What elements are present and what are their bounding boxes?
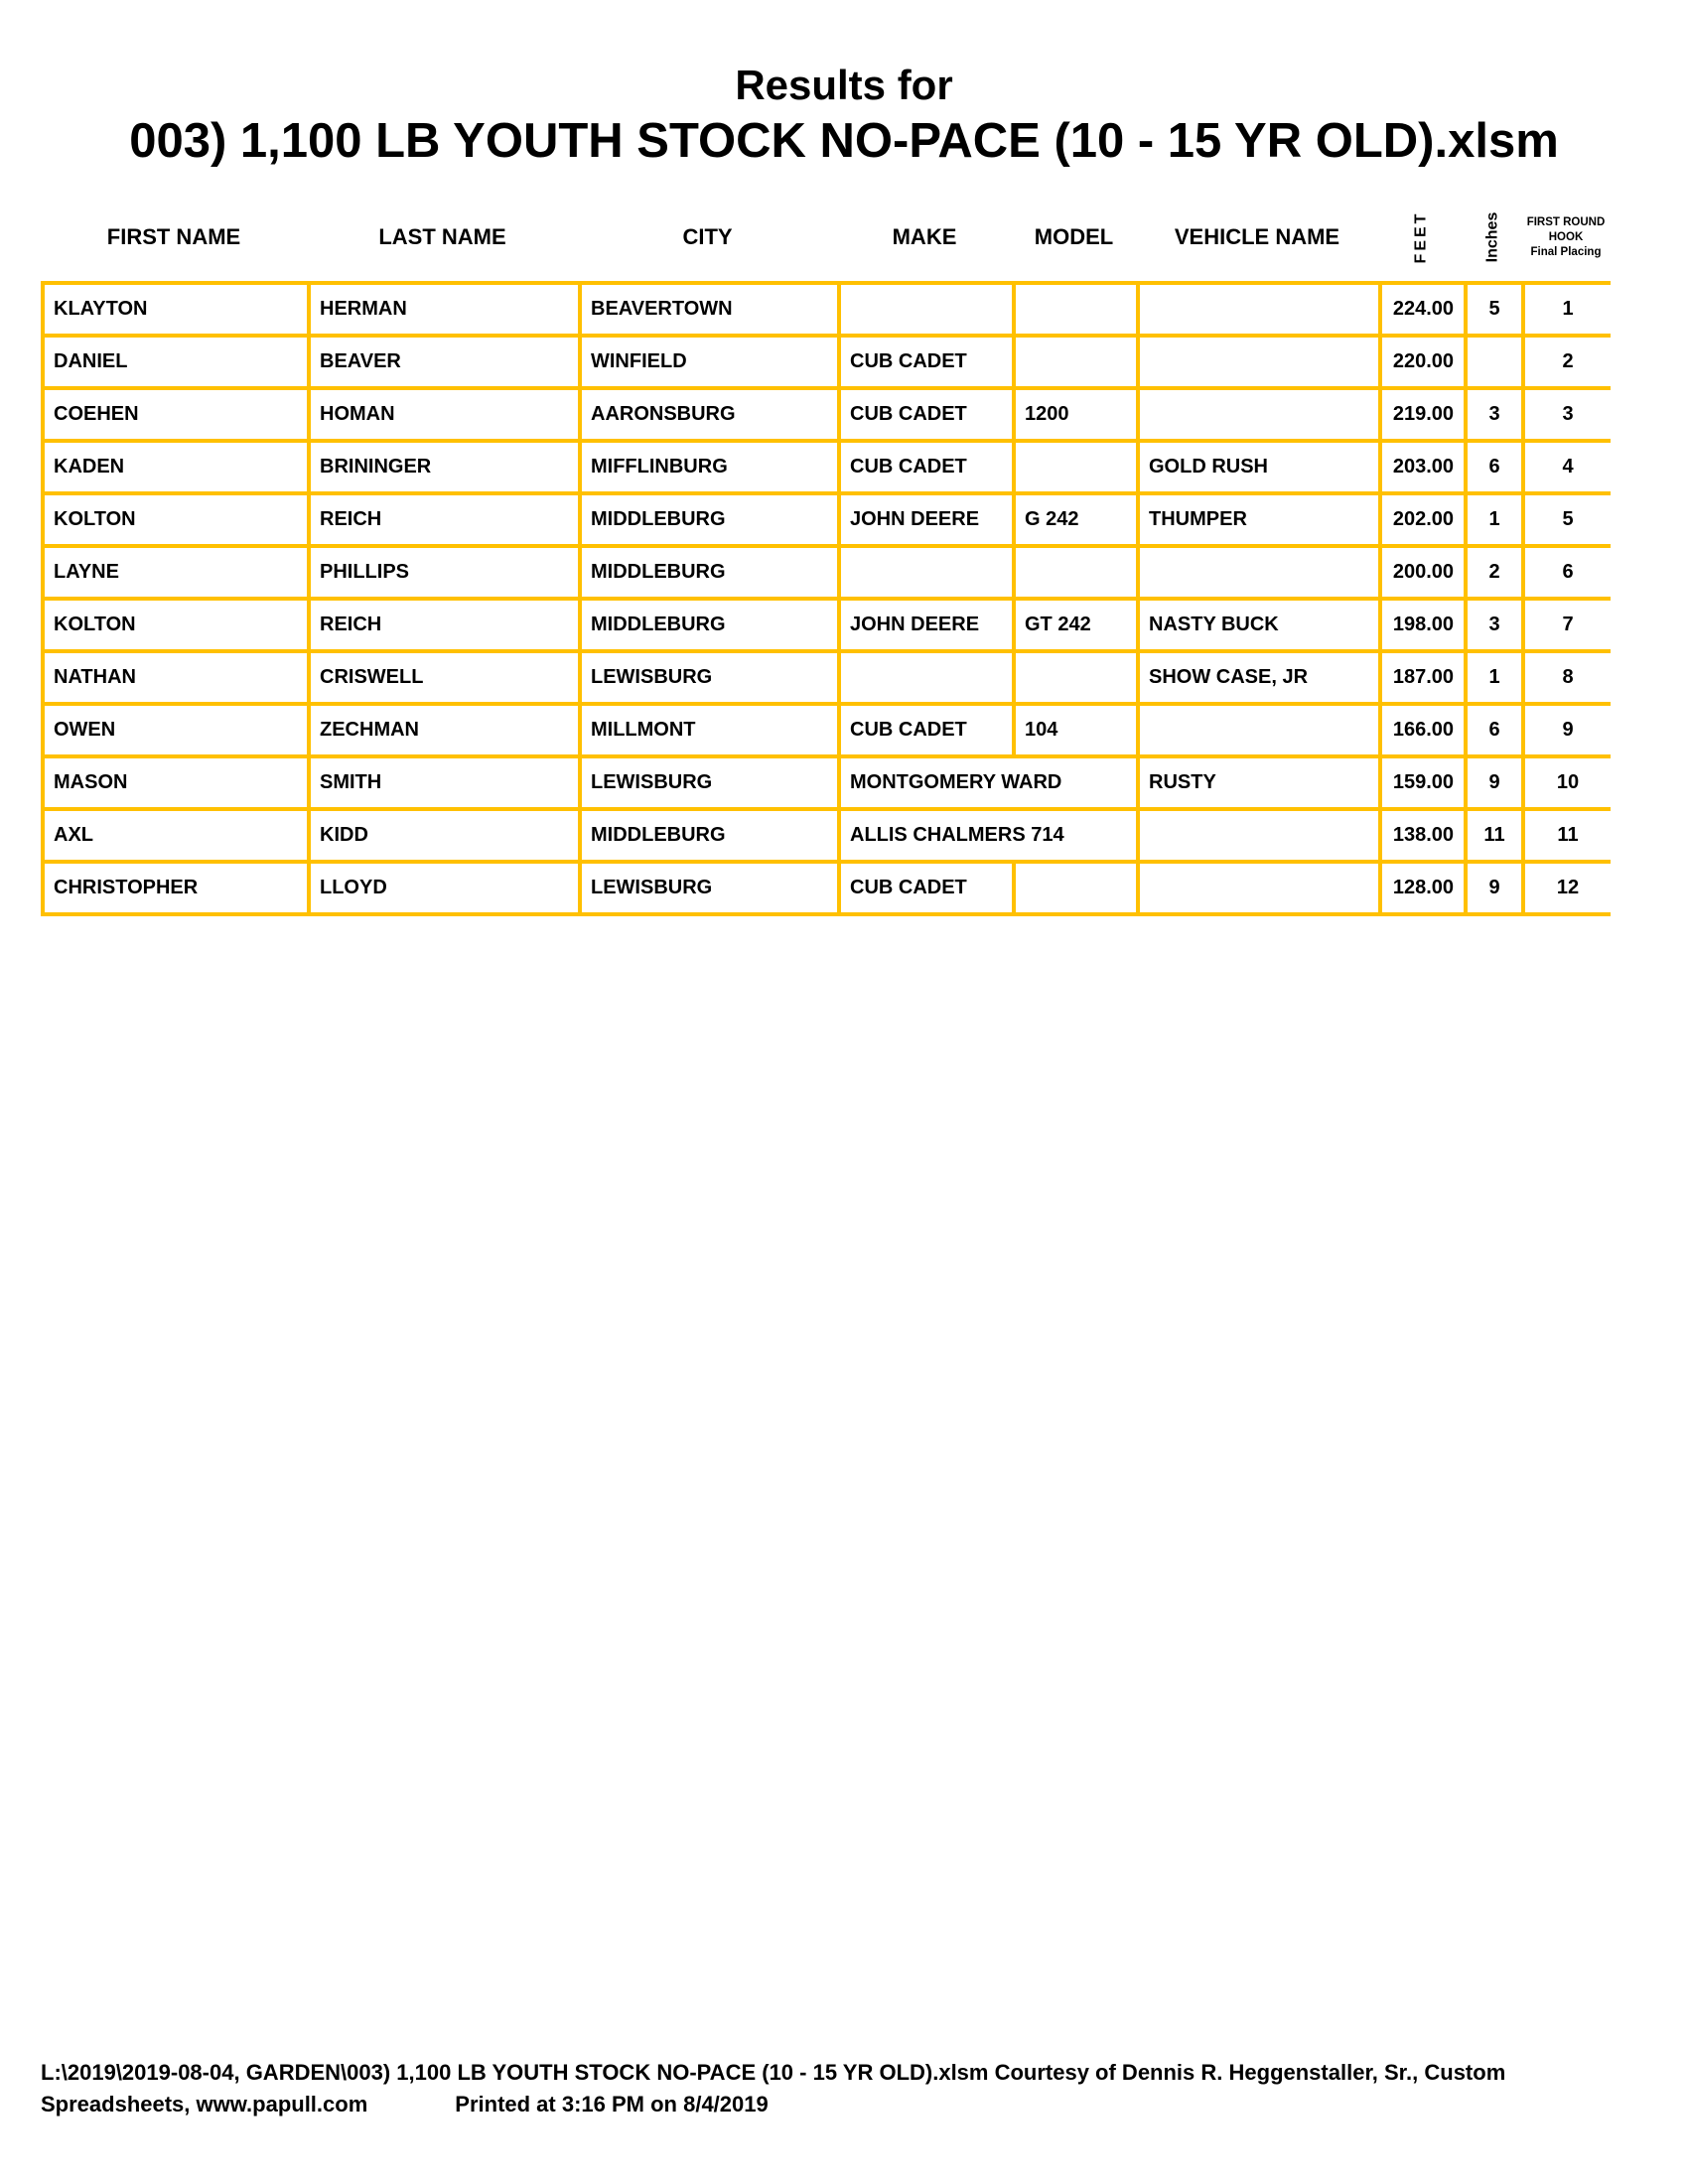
header-inches [1464,194,1521,281]
cell-placing: 6 [1521,548,1611,597]
table-row [41,281,1611,334]
cell-last-name: BEAVER [307,338,578,386]
cell-feet: 219.00 [1378,390,1464,439]
table-row [41,702,1611,754]
header-first-round-hook-final-placing [1521,194,1611,281]
cell-last-name: BRININGER [307,443,578,491]
cell-vehicle-name [1136,864,1378,912]
cell-last-name: REICH [307,601,578,649]
cell-city: MIFFLINBURG [578,443,837,491]
cell-city: MIDDLEBURG [578,495,837,544]
cell-placing: 8 [1521,653,1611,702]
footer-website: Spreadsheets, www.papull.com [41,2092,368,2116]
cell-city: MIDDLEBURG [578,811,837,860]
cell-last-name: PHILLIPS [307,548,578,597]
cell-feet: 224.00 [1378,285,1464,334]
cell-city: BEAVERTOWN [578,285,837,334]
cell-last-name: KIDD [307,811,578,860]
table-header-row [41,194,1611,281]
cell-make: CUB CADET [837,706,1012,754]
cell-model [1012,443,1136,491]
cell-last-name: CRISWELL [307,653,578,702]
cell-city: MIDDLEBURG [578,548,837,597]
cell-inches: 5 [1464,285,1521,334]
cell-first-name: KOLTON [41,601,307,649]
table-row [41,439,1611,491]
cell-model [1012,548,1136,597]
cell-placing: 1 [1521,285,1611,334]
cell-feet: 138.00 [1378,811,1464,860]
cell-last-name: LLOYD [307,864,578,912]
cell-inches: 3 [1464,601,1521,649]
cell-inches: 1 [1464,495,1521,544]
cell-placing: 9 [1521,706,1611,754]
cell-vehicle-name [1136,338,1378,386]
cell-vehicle-name: NASTY BUCK [1136,601,1378,649]
cell-make: ALLIS CHALMERS 714 [837,811,1136,860]
cell-inches: 6 [1464,706,1521,754]
cell-city: AARONSBURG [578,390,837,439]
table-row [41,491,1611,544]
cell-make [837,285,1012,334]
cell-first-name: KOLTON [41,495,307,544]
table-row [41,807,1611,860]
cell-make: JOHN DEERE [837,601,1012,649]
table-row [41,334,1611,386]
cell-model [1012,864,1136,912]
cell-first-name: LAYNE [41,548,307,597]
cell-inches: 1 [1464,653,1521,702]
table-row [41,544,1611,597]
cell-vehicle-name [1136,548,1378,597]
table-row [41,754,1611,807]
table-body [41,281,1611,912]
footer-second-line [41,2089,1669,2120]
cell-model: G 242 [1012,495,1136,544]
cell-last-name: SMITH [307,758,578,807]
header-model: MODEL [1034,224,1114,249]
cell-placing: 7 [1521,601,1611,649]
cell-placing: 5 [1521,495,1611,544]
cell-inches: 3 [1464,390,1521,439]
cell-first-name: DANIEL [41,338,307,386]
cell-city: WINFIELD [578,338,837,386]
cell-feet: 203.00 [1378,443,1464,491]
cell-make: CUB CADET [837,864,1012,912]
cell-first-name: KADEN [41,443,307,491]
header-feet [1378,194,1464,281]
cell-placing: 4 [1521,443,1611,491]
cell-model [1012,653,1136,702]
cell-model: 104 [1012,706,1136,754]
cell-vehicle-name: SHOW CASE, JR [1136,653,1378,702]
cell-last-name: HOMAN [307,390,578,439]
page-footer [41,2057,1669,2120]
cell-last-name: REICH [307,495,578,544]
cell-placing: 2 [1521,338,1611,386]
header-feet-rotated-label: FEET [1411,210,1429,264]
cell-first-name: COEHEN [41,390,307,439]
cell-vehicle-name: GOLD RUSH [1136,443,1378,491]
cell-city: MILLMONT [578,706,837,754]
cell-last-name: HERMAN [307,285,578,334]
cell-model: GT 242 [1012,601,1136,649]
cell-vehicle-name: THUMPER [1136,495,1378,544]
cell-placing: 10 [1521,758,1611,807]
footer-printed-timestamp: Printed at 3:16 PM on 8/4/2019 [455,2092,769,2116]
cell-inches: 9 [1464,864,1521,912]
table-bottom-border [41,912,1611,916]
table-row [41,597,1611,649]
header-placing-line1: FIRST ROUND [1526,215,1606,228]
cell-make: MONTGOMERY WARD [837,758,1136,807]
table-row [41,649,1611,702]
header-placing-line3: Final Placing [1530,245,1602,258]
cell-city: LEWISBURG [578,653,837,702]
header-make: MAKE [892,224,957,249]
cell-feet: 128.00 [1378,864,1464,912]
results-table [41,281,1611,916]
cell-placing: 12 [1521,864,1611,912]
cell-placing: 3 [1521,390,1611,439]
header-vehicle-name: VEHICLE NAME [1174,224,1340,249]
header-inches-rotated-label: Inches [1483,211,1500,263]
cell-placing: 11 [1521,811,1611,860]
cell-first-name: AXL [41,811,307,860]
cell-make: JOHN DEERE [837,495,1012,544]
cell-vehicle-name [1136,285,1378,334]
cell-vehicle-name [1136,390,1378,439]
cell-inches: 9 [1464,758,1521,807]
cell-first-name: CHRISTOPHER [41,864,307,912]
cell-feet: 187.00 [1378,653,1464,702]
cell-first-name: KLAYTON [41,285,307,334]
cell-city: LEWISBURG [578,864,837,912]
cell-make [837,653,1012,702]
cell-feet: 198.00 [1378,601,1464,649]
cell-feet: 202.00 [1378,495,1464,544]
report-subtitle-filename: 003) 1,100 LB YOUTH STOCK NO-PACE (10 - 15 YR OLD).xlsm [129,114,1559,168]
cell-city: MIDDLEBURG [578,601,837,649]
cell-vehicle-name [1136,811,1378,860]
cell-first-name: MASON [41,758,307,807]
cell-make [837,548,1012,597]
cell-inches [1464,338,1521,386]
cell-first-name: NATHAN [41,653,307,702]
cell-city: LEWISBURG [578,758,837,807]
cell-inches: 2 [1464,548,1521,597]
cell-feet: 159.00 [1378,758,1464,807]
report-title: Results for [735,62,953,108]
cell-model [1012,285,1136,334]
cell-vehicle-name: RUSTY [1136,758,1378,807]
cell-model [1012,338,1136,386]
cell-feet: 166.00 [1378,706,1464,754]
cell-inches: 6 [1464,443,1521,491]
header-last-name: LAST NAME [378,224,506,249]
cell-feet: 200.00 [1378,548,1464,597]
cell-model: 1200 [1012,390,1136,439]
footer-file-path-line: L:\2019\2019-08-04, GARDEN\003) 1,100 LB YOUTH STOCK NO-PACE (10 - 15 YR OLD).xlsm Courtesy of Dennis R. Heggenstaller, Sr., Custom [41,2060,1506,2085]
cell-make: CUB CADET [837,338,1012,386]
cell-vehicle-name [1136,706,1378,754]
cell-first-name: OWEN [41,706,307,754]
cell-inches: 11 [1464,811,1521,860]
table-row [41,860,1611,912]
cell-make: CUB CADET [837,443,1012,491]
header-placing-line2: HOOK [1548,230,1584,243]
cell-make: CUB CADET [837,390,1012,439]
cell-last-name: ZECHMAN [307,706,578,754]
table-row [41,386,1611,439]
header-first-name: FIRST NAME [106,224,241,249]
cell-feet: 220.00 [1378,338,1464,386]
header-city: CITY [682,224,733,249]
